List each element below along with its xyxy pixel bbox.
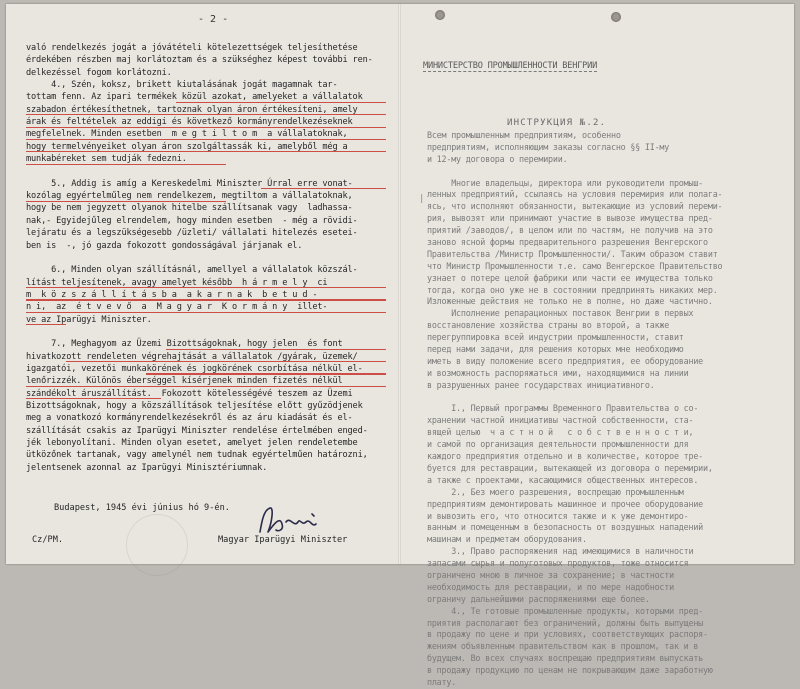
carbon-text-line: перед нами задачи, для решения которых мне необходимо: [427, 344, 684, 355]
ministry-header: МИНИСТЕРСТВО ПРОМЫШЛЕННОСТИ ВЕНГРИИ: [423, 61, 598, 71]
left-page: [6, 4, 398, 564]
carbon-text-line: ограничу дальнейшими распоряжениями еще более.: [427, 593, 650, 604]
text-line-content: hivatkozott rendeleten végrehajtását a vállalatok /gyárak, üzemek/: [26, 351, 358, 362]
text-line: [26, 314, 386, 326]
carbon-text-line: перегруппировка всей индустрии промышленности, ставит: [427, 332, 684, 343]
carbon-text-line: приятий /заводов/, в целом или по частям, не получив на это: [427, 225, 713, 236]
text-line: [26, 338, 386, 350]
text-line-content: szándékolt áruszállítást. Fokozott kötelességévé teszem az Üzemi: [26, 388, 353, 399]
carbon-text-line: и самой по организация деятельности промышленности для: [427, 439, 689, 450]
text-line: [26, 252, 386, 264]
signatory: Magyar Iparügyi Miniszter: [218, 535, 348, 545]
text-line-content: megfelelnek. Minden esetben m e g t i l t o m a vállalatoknak,: [26, 129, 348, 140]
carbon-text-line: I., Первый программы Временного Правительства о со-: [427, 403, 699, 414]
carbon-text-line: ленных предприятий, ссылаясь на условия перемирия или полага-: [427, 189, 723, 200]
carbon-text-line: плату.: [427, 676, 457, 687]
text-line-content: lejáratu és a legszükségesebb /üzleti/ vállalati hitelezés esetei-: [26, 228, 358, 239]
text-line-content: delkezéssel fogom korlátozni.: [26, 67, 172, 78]
text-line-content: 6., Minden olyan szállításnál, amellyel a vállalatok közszál-: [26, 265, 358, 276]
carbon-text-line: иметь в виду положение всего предприятия, ее оборудование: [427, 355, 704, 366]
text-line: [26, 190, 386, 202]
carbon-text-line: ясь, что исполняют обязанности, вытекающие из условий переми-: [427, 201, 723, 212]
text-line: [26, 548, 386, 560]
text-line: [26, 116, 386, 128]
carbon-text-line: каждого предприятия отдельно и в количестве, которое тре-: [427, 451, 704, 462]
carbon-text-line: ванным и помещенным в безопасность от воздушных нападений: [427, 522, 704, 533]
text-line: [26, 437, 386, 449]
text-line: [26, 585, 386, 597]
text-line: [26, 153, 386, 165]
text-line: [26, 573, 386, 585]
text-line-content: 7., Meghagyom az Üzemi Bizottságoknak, hogy jelen és font: [26, 339, 343, 350]
text-line-content: érdekében részben maj korlátoztam és a szükséghez képest további ren-: [26, 55, 373, 66]
text-line-content: n i, az é t v e v ő a M a g y a r K o r m á n y illet-: [26, 302, 328, 313]
text-line-content: hogy be nem jegyzett olyanok hitelbe szállítsanak vagy ladhassa-: [26, 203, 353, 214]
carbon-text-line: в продажу продукцию по ценам не покрывающим даже заработную: [427, 665, 713, 676]
margin-mark: |: [419, 194, 425, 204]
text-line: [26, 412, 386, 424]
carbon-text-line: а также с проектами, касающимися общественных интересов.: [427, 474, 699, 485]
carbon-text-line: Многие владельцы, директора или руководители промыш-: [427, 177, 704, 188]
place-date: Budapest, 1945 évi június hó 9-én.: [54, 503, 230, 513]
text-line: [26, 240, 386, 252]
text-line-content: szabadon értékesíthetnek, tartoznak olyan áron értékesíteni, amely: [26, 104, 358, 115]
text-line-content: szállítását csakis az Iparügyi Miniszter rendelése értelmében enged-: [26, 425, 368, 436]
text-line: [26, 215, 386, 227]
text-line-content: nak,- Egyidejűleg elrendelem, hogy minden esetben - még a rövidi-: [26, 215, 358, 226]
text-line: [26, 560, 386, 572]
text-line-content: ütközőnek tartanak, vagy amelynél nem tudnak egyértelműen határozni,: [26, 450, 368, 461]
carbon-text-line: Исполнение репарационных поставок Венгрии в первых: [427, 308, 694, 319]
carbon-text-line: жениям объявленным правительством как в прошлом, так и в: [427, 641, 699, 652]
text-line: [26, 42, 386, 54]
carbon-text-line: узнает о потере целой фабрики или части ее имущества только: [427, 272, 713, 283]
text-line: [26, 523, 386, 535]
right-page-body: [427, 130, 787, 689]
text-line-content: igazgatói, vezetői munkakörének és jogkörének csorbítása nélkül el-: [26, 363, 363, 374]
carbon-text-line: [427, 166, 787, 178]
carbon-text-line: рия, вывозят или принимают участие в вывозе имущества пред-: [427, 213, 713, 224]
text-line: [26, 449, 386, 461]
reference-code: Cz/PM.: [32, 535, 64, 545]
punch-hole: [435, 10, 445, 20]
text-line-content: lítást teljesítenek, avagy amelyet később h á r m e l y ci: [26, 277, 328, 288]
carbon-text-line: 3., Право распоряжения над имеющимися в наличности: [427, 546, 694, 557]
carbon-text-line: в разрушенных ранее государствах инициативного.: [427, 379, 655, 390]
text-line: [26, 462, 386, 474]
text-line-content: 4., Szén, koksz, brikett kiutalásának jogát magamnak tar-: [26, 80, 338, 91]
text-line: [26, 178, 386, 190]
text-line-content: Bizottságoknak, hogy a közszállítások teljesítése előtt gyűzödjenek: [26, 400, 363, 411]
instruction-title: ИНСТРУКЦИЯ №.2.: [507, 118, 607, 128]
text-line-content: ve az Iparügyi Miniszter.: [26, 314, 152, 325]
carbon-text-line: [427, 392, 787, 404]
text-line: [26, 610, 386, 622]
carbon-text-line: восстановление хозяйства страны во второй, а также: [427, 320, 670, 331]
text-line-content: hogy termelvényeiket olyan áron szolgáltassák ki, amelyből még a: [26, 141, 348, 152]
text-line-content: munkabéreket sem tudják fedezni.: [26, 154, 187, 165]
text-line: [26, 289, 386, 301]
text-line: [26, 227, 386, 239]
text-line: [26, 67, 386, 79]
text-line: [26, 425, 386, 437]
text-line: [26, 375, 386, 387]
text-line: [26, 79, 386, 91]
text-line: [26, 486, 386, 498]
carbon-text-line: тогда, когда оно уже не в состоянии предпринять никаких мер.: [427, 284, 718, 295]
text-line: [26, 141, 386, 153]
text-line: [26, 91, 386, 103]
carbon-text-line: и 12-му договора о перемирии.: [427, 153, 568, 164]
carbon-text-line: предприятиям, исполняющим заказы согласно §§ II-му: [427, 141, 670, 152]
text-line: [26, 326, 386, 338]
text-line-content: ben is -, jó gazda fokozott gondosságával járjanak el.: [26, 240, 303, 251]
carbon-text-line: 4., Те готовые промышленные продукты, которыми пред-: [427, 605, 704, 616]
text-line: [26, 202, 386, 214]
text-line-content: m k ö z s z á l l í t á s b a a k a r n a k b e t u d -: [26, 289, 318, 300]
left-page-body: [26, 42, 386, 635]
carbon-text-line: машинам и предметам оборудования.: [427, 534, 587, 545]
text-line-content: 5., Addig is amíg a Kereskedelmi Miniszter Úrral erre vonat-: [26, 178, 353, 189]
text-line: [26, 597, 386, 609]
text-line: [26, 622, 386, 634]
text-line: [26, 351, 386, 363]
carbon-text-line: и возможность распоряжаться ими, находящимися на линии: [427, 367, 689, 378]
carbon-text-line: запасами сырья и полуготовых продуктов, тоже относится: [427, 558, 689, 569]
text-line: [26, 363, 386, 375]
text-line-content: jelentsenek azonnal az Iparügyi Minisztériumnak.: [26, 462, 268, 473]
page-number: - 2 -: [198, 14, 229, 25]
text-line: [26, 474, 386, 486]
text-line-content: meg a vonatkozó kormányrendelkezésekről és az áru kiadását és el-: [26, 413, 353, 424]
carbon-text-line: Изложенные действия не только не в полне, но даже частично.: [427, 296, 713, 307]
text-line-content: árak és feltételek az eddigi és következő kormányrendelkezéseknek: [26, 117, 353, 128]
text-line-content: lenőrizzék. Különös éberséggel kísérjenek minden fizetés nélkül: [26, 376, 343, 387]
text-line: [26, 400, 386, 412]
carbon-text-line: заново ясной формы предварительного разрешения Венгерского: [427, 237, 708, 248]
carbon-text-line: вящей целью ч а с т н о й с о б с т в е н н о с т и,: [427, 427, 694, 438]
carbon-text-line: Правительства /Министр Промышленности/. Таким образом ставит: [427, 248, 718, 259]
text-line-content: jék lebonyolítani. Minden olyan esetet, amelyet jelen rendeletembe: [26, 438, 358, 448]
punch-hole: [611, 12, 621, 22]
carbon-text-line: необходимость для реставрации, и по мере надобности: [427, 581, 674, 592]
carbon-text-line: ограничено мною в личное за сохранение; в частности: [427, 569, 674, 580]
carbon-text-line: хранении частной инициативы частной собственности, ста-: [427, 415, 694, 426]
text-line: [26, 388, 386, 400]
text-line-content: tottam fenn. Az ipari termékek közül azokat, amelyeket a vállalatok: [26, 92, 363, 103]
faint-stamp: [126, 514, 188, 576]
text-line-content: kozólag egyértelműleg nem rendelkezem, megtiltom a vállalatoknak,: [26, 191, 353, 202]
right-page: [401, 4, 794, 687]
carbon-text-line: буется для реставрации, вытекающей из договора о перемирии,: [427, 462, 713, 473]
carbon-text-line: предприятиям демонтировать машинное и прочее оборудование: [427, 498, 704, 509]
carbon-text-line: 2., Без моего разрешения, воспрещаю промышленным: [427, 486, 684, 497]
carbon-text-line: в продажу по цене и при условиях, соответствующих распоря-: [427, 629, 708, 640]
text-line: [26, 165, 386, 177]
text-line: [26, 54, 386, 66]
text-line: [26, 264, 386, 276]
carbon-text-line: приятия располагают без ограничений, должны быть выпущены: [427, 617, 704, 628]
text-line-content: való rendelkezés jogát a jóvátételi kötelezettségek teljesíthetése: [26, 43, 358, 53]
carbon-text-line: что Министр Промышленности т.е. само Венгерское Правительство: [427, 260, 723, 271]
text-line: [26, 301, 386, 313]
carbon-text-line: будущем. Во всех случаях воспрещаю предприятиям выпускать: [427, 653, 704, 664]
text-line: [26, 128, 386, 140]
text-line: [26, 277, 386, 289]
carbon-text-line: Всем промышленным предприятиям, особенно: [427, 130, 621, 140]
carbon-text-line: и вывозить его, что относится также и к уже демонтиро-: [427, 510, 689, 521]
text-line: [26, 104, 386, 116]
